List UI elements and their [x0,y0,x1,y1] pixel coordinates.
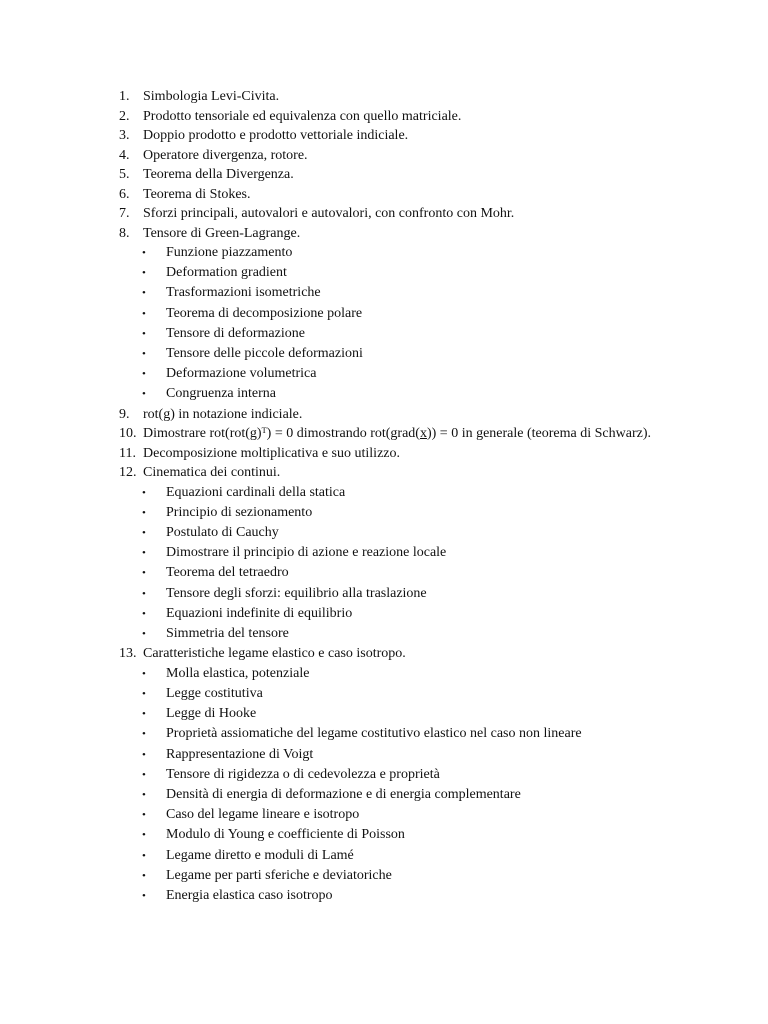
sub-item-text: Tensore delle piccole deformazioni [166,346,363,362]
sub-item-text: Molla elastica, potenziale [166,665,310,681]
sublist-cinematica [0,483,768,645]
sub-list-item [0,765,768,785]
sub-item-text: Dimostrare il principio di azione e reazione locale [166,545,447,561]
sub-list-item [0,344,768,364]
list-item [0,424,768,443]
bullet-icon: • [142,388,146,401]
bullet-icon: • [142,788,146,801]
item-number: 3. [119,128,130,143]
sub-list-item [0,483,768,503]
sub-item-text: Simmetria del tensore [166,626,289,642]
sub-list-item [0,324,768,344]
sublist-green-lagrange [0,243,768,405]
item-number: 4. [119,147,130,163]
bullet-icon: • [142,889,146,902]
sub-item-text: Trasformazioni isometriche [166,285,321,301]
sub-item-text: Congruenza interna [166,386,277,402]
bullet-icon: • [142,607,146,620]
item-text: Simbologia Levi-Civita. [143,89,280,104]
item-text: Decomposizione moltiplicativa e suo utilizzo. [143,445,400,461]
sub-list-item [0,563,768,583]
bullet-icon: • [142,748,146,761]
item-text: Cinematica dei continui. [143,465,281,481]
sub-item-text: Legge di Hooke [166,706,257,722]
sub-item-text: Postulato di Cauchy [166,525,279,541]
list-item [0,224,768,243]
sub-list-item [0,263,768,283]
sub-list-item [0,664,768,684]
sub-list-item [0,704,768,724]
sub-item-text: Densità di energia di deformazione e di energia complementare [166,786,521,802]
bullet-icon: • [142,667,146,680]
bullet-icon: • [142,506,146,519]
sub-item-text: Legame per parti sferiche e deviatoriche [166,867,392,883]
sub-item-text: Tensore di rigidezza o di cedevolezza e proprietà [166,766,440,782]
bullet-icon: • [142,849,146,862]
list-item [0,644,768,663]
item-number: 12. [119,465,137,481]
sub-item-text: Proprietà assiomatiche del legame costitutivo elastico nel caso non lineare [166,726,582,742]
sub-list-item [0,283,768,303]
sub-item-text: Teorema del tetraedro [166,565,289,581]
list-item [0,126,768,145]
sub-list-item [0,866,768,886]
item-number: 6. [119,186,130,202]
item-number: 8. [119,225,130,241]
sub-item-text: Principio di sezionamento [166,504,313,520]
bullet-icon: • [142,368,146,381]
bullet-icon: • [142,708,146,721]
sub-item-text: Legge costitutiva [166,685,263,701]
sub-list-item [0,886,768,906]
sub-list-item [0,584,768,604]
sub-list-item [0,785,768,805]
bullet-icon: • [142,307,146,320]
bullet-icon: • [142,267,146,280]
list-item [0,185,768,204]
item-number: 7. [119,206,130,221]
list-item [0,165,768,184]
sub-item-text: Funzione piazzamento [166,245,293,260]
item-text: Sforzi principali, autovalori e autovalori, con confronto con Mohr. [143,206,515,221]
bullet-icon: • [142,587,146,600]
bullet-icon: • [142,247,146,259]
bullet-icon: • [142,628,146,641]
sub-list-item [0,523,768,543]
list-item [0,405,768,424]
item-number: 9. [119,406,130,422]
item-text: Dimostrare rot(rot(g)ᵀ) = 0 dimostrando rot(grad(x)) = 0 in generale (teorema di Schwarz). [143,426,651,442]
sub-list-item [0,805,768,825]
sub-item-text: Teorema di decomposizione polare [166,305,363,321]
sub-list-item [0,503,768,523]
bullet-icon: • [142,829,146,842]
sub-item-text: Legame diretto e moduli di Lamé [166,847,354,863]
sub-list-item [0,364,768,384]
bullet-icon: • [142,687,146,700]
list-item [0,444,768,463]
sub-list-item [0,825,768,845]
sub-item-text: Modulo di Young e coefficiente di Poisson [166,827,405,843]
list-item [0,463,768,482]
item-number: 11. [119,445,136,461]
sub-item-text: Energia elastica caso isotropo [166,887,333,903]
bullet-icon: • [142,728,146,741]
bullet-icon: • [142,486,146,499]
item-text: Prodotto tensoriale ed equivalenza con quello matriciale. [143,108,462,124]
document-body [0,87,768,906]
list-item [0,87,768,106]
bullet-icon: • [142,768,146,781]
sub-item-text: Caso del legame lineare e isotropo [166,807,360,823]
list-item [0,107,768,126]
sub-list-item [0,243,768,263]
sub-item-text: Deformazione volumetrica [166,366,317,382]
sub-list-item [0,745,768,765]
sub-list-item [0,384,768,404]
sub-item-text: Deformation gradient [166,265,287,281]
item-text: Tensore di Green-Lagrange. [143,225,301,241]
sub-list-item [0,543,768,563]
item-number: 5. [119,167,130,182]
bullet-icon: • [142,287,146,300]
sub-list-item [0,846,768,866]
list-item [0,204,768,223]
item-text: Caratteristiche legame elastico e caso isotropo. [143,646,406,662]
item-text: Doppio prodotto e prodotto vettoriale indiciale. [143,128,409,143]
item-number: 1. [119,89,130,104]
sub-item-text: Equazioni cardinali della statica [166,484,346,500]
item-number: 2. [119,108,130,124]
bullet-icon: • [142,348,146,361]
list-item [0,146,768,165]
item-text: Operatore divergenza, rotore. [143,147,308,163]
sub-item-text: Tensore degli sforzi: equilibrio alla traslazione [166,585,427,601]
item-number: 13. [119,646,137,662]
item-text: rot(g) in notazione indiciale. [143,406,303,422]
item-text: Teorema della Divergenza. [143,167,294,182]
sub-list-item [0,604,768,624]
sublist-legame-elastico [0,664,768,906]
sub-list-item [0,724,768,744]
bullet-icon: • [142,547,146,560]
bullet-icon: • [142,869,146,882]
bullet-icon: • [142,327,146,340]
sub-list-item [0,304,768,324]
sub-item-text: Tensore di deformazione [166,325,305,341]
item-text: Teorema di Stokes. [143,186,251,202]
sub-item-text: Equazioni indefinite di equilibrio [166,605,353,621]
bullet-icon: • [142,527,146,540]
sub-list-item [0,684,768,704]
bullet-icon: • [142,809,146,822]
sub-list-item [0,624,768,644]
sub-item-text: Rappresentazione di Voigt [166,746,314,762]
bullet-icon: • [142,567,146,580]
item-number: 10. [119,426,137,442]
